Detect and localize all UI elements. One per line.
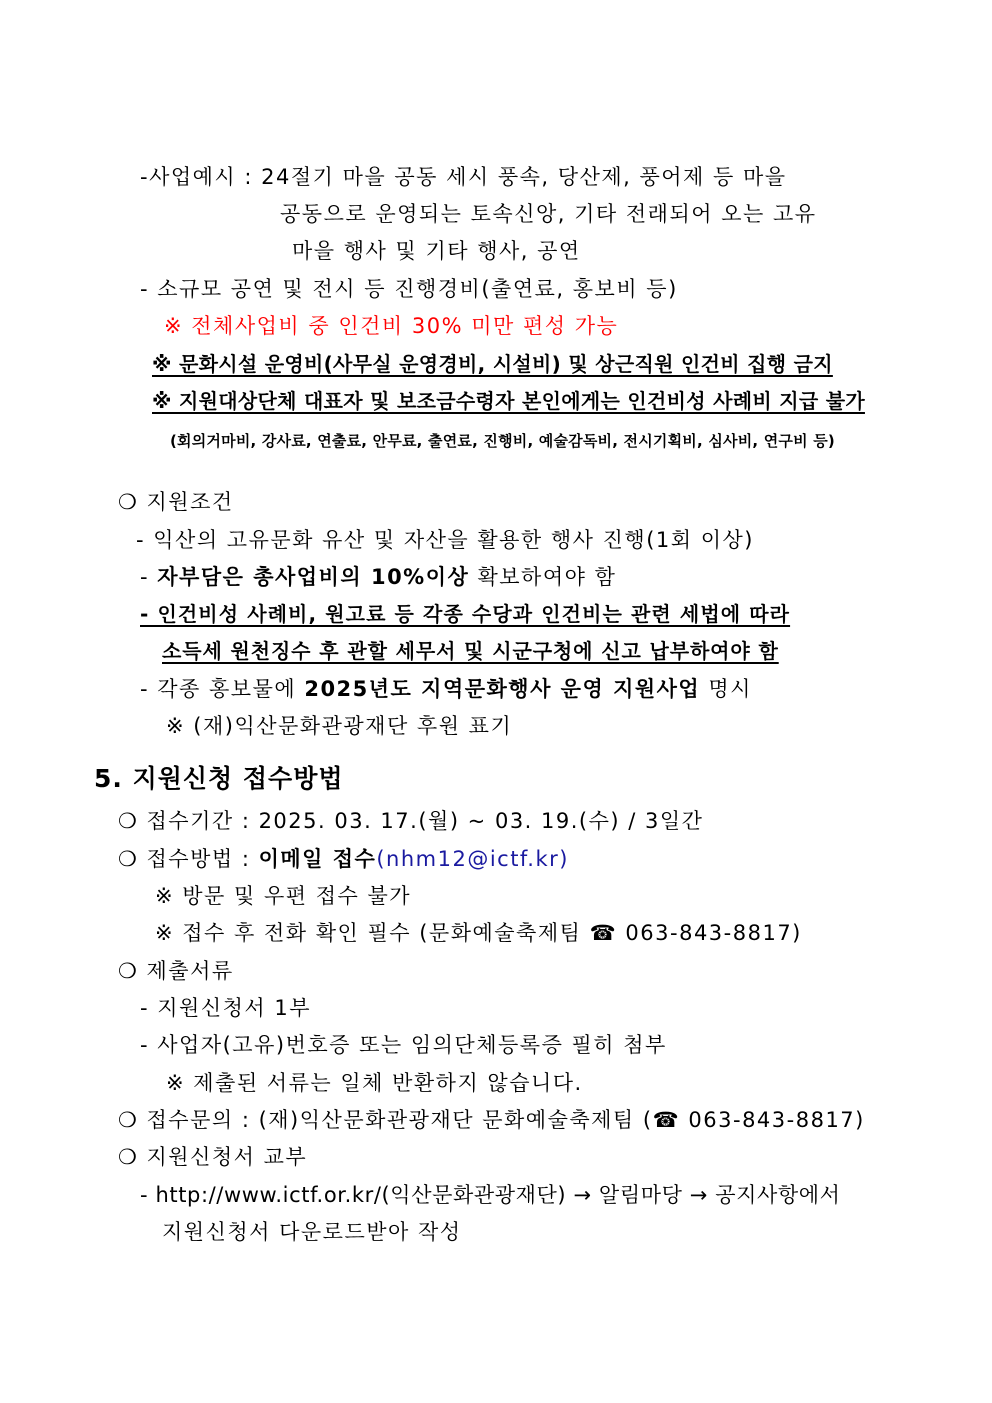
- conditions-item-3-line-2: 소득세 원천징수 후 관할 세무서 및 시군구청에 신고 납부하여야 함: [162, 639, 779, 663]
- biz-example-line-3: 마을 행사 및 기타 행사, 공연: [292, 239, 581, 263]
- submission-email-link[interactable]: (nhm12@ictf.kr): [376, 847, 569, 871]
- conditions-item-1: - 익산의 고유문화 유산 및 자산을 활용한 행사 진행(1회 이상): [136, 528, 754, 552]
- program-name-text: 2025년도 지역문화행사 운영 지원사업: [304, 677, 701, 701]
- documents-item-1: - 지원신청서 1부: [140, 996, 312, 1020]
- conditions-item-3-line-1: - 인건비성 사례비, 원고료 등 각종 수당과 인건비는 관련 세법에 따라: [140, 602, 791, 626]
- small-event-item: - 소규모 공연 및 전시 등 진행경비(출연료, 홍보비 등): [140, 277, 678, 301]
- section-5-heading: 5. 지원신청 접수방법: [94, 764, 344, 793]
- form-distribution-title: ❍ 지원신청서 교부: [118, 1145, 308, 1169]
- email-submission-text: 이메일 접수: [258, 847, 377, 871]
- rep-ban-detail: (회의거마비, 강사료, 연출료, 안무료, 출연료, 진행비, 예술감독비, 전시기획비, 심사비, 연구비 등): [170, 432, 835, 450]
- rep-ban-note: ※ 지원대상단체 대표자 및 보조금수령자 본인에게는 인건비성 사례비 지급 불가: [152, 389, 865, 413]
- biz-example-line-1: -사업예시 : 24절기 마을 공동 세시 풍속, 당산제, 풍어제 등 마을: [140, 165, 787, 189]
- form-distribution-line-1: - http://www.ictf.or.kr/(익산문화관광재단) → 알림마당 → 공지사항에서: [140, 1183, 841, 1207]
- documents-title: ❍ 제출서류: [118, 959, 234, 983]
- method-note-1: ※ 방문 및 우편 접수 불가: [155, 884, 412, 908]
- conditions-item-2: [140, 564, 616, 590]
- self-burden-text: 자부담은 총사업비의 10%이상: [157, 565, 470, 589]
- inquiry-line: ❍ 접수문의 : (재)익산문화관광재단 문화예술축제팀 (☎ 063-843-8817): [118, 1108, 865, 1132]
- form-distribution-line-2: 지원신청서 다운로드받아 작성: [162, 1220, 462, 1244]
- application-period: ❍ 접수기간 : 2025. 03. 17.(월) ~ 03. 19.(수) / 3일간: [118, 809, 704, 833]
- conditions-item-4-note: ※ (재)익산문화관광재단 후원 표기: [166, 714, 513, 738]
- conditions-item-4-suffix: 명시: [700, 677, 752, 701]
- biz-example-line-2: 공동으로 운영되는 토속신앙, 기타 전래되어 오는 고유: [280, 202, 817, 226]
- application-method-prefix: ❍ 접수방법 :: [118, 847, 259, 871]
- facility-ban-note: ※ 문화시설 운영비(사무실 운영경비, 시설비) 및 상근직원 인건비 집행 금지: [152, 352, 833, 376]
- labor-cost-note: ※ 전체사업비 중 인건비 30% 미만 편성 가능: [164, 314, 619, 338]
- conditions-item-2-suffix: 확보하여야 함: [469, 565, 617, 589]
- method-note-2: ※ 접수 후 전화 확인 필수 (문화예술축제팀 ☎ 063-843-8817): [155, 921, 802, 945]
- conditions-item-4: [140, 676, 752, 702]
- conditions-title: ❍ 지원조건: [118, 490, 234, 514]
- conditions-item-4-prefix: - 각종 홍보물에: [140, 677, 305, 701]
- documents-item-2: - 사업자(고유)번호증 또는 임의단체등록증 필히 첨부: [140, 1033, 667, 1057]
- conditions-item-2-prefix: -: [140, 565, 158, 589]
- documents-note: ※ 제출된 서류는 일체 반환하지 않습니다.: [166, 1071, 583, 1095]
- application-method: [118, 846, 569, 872]
